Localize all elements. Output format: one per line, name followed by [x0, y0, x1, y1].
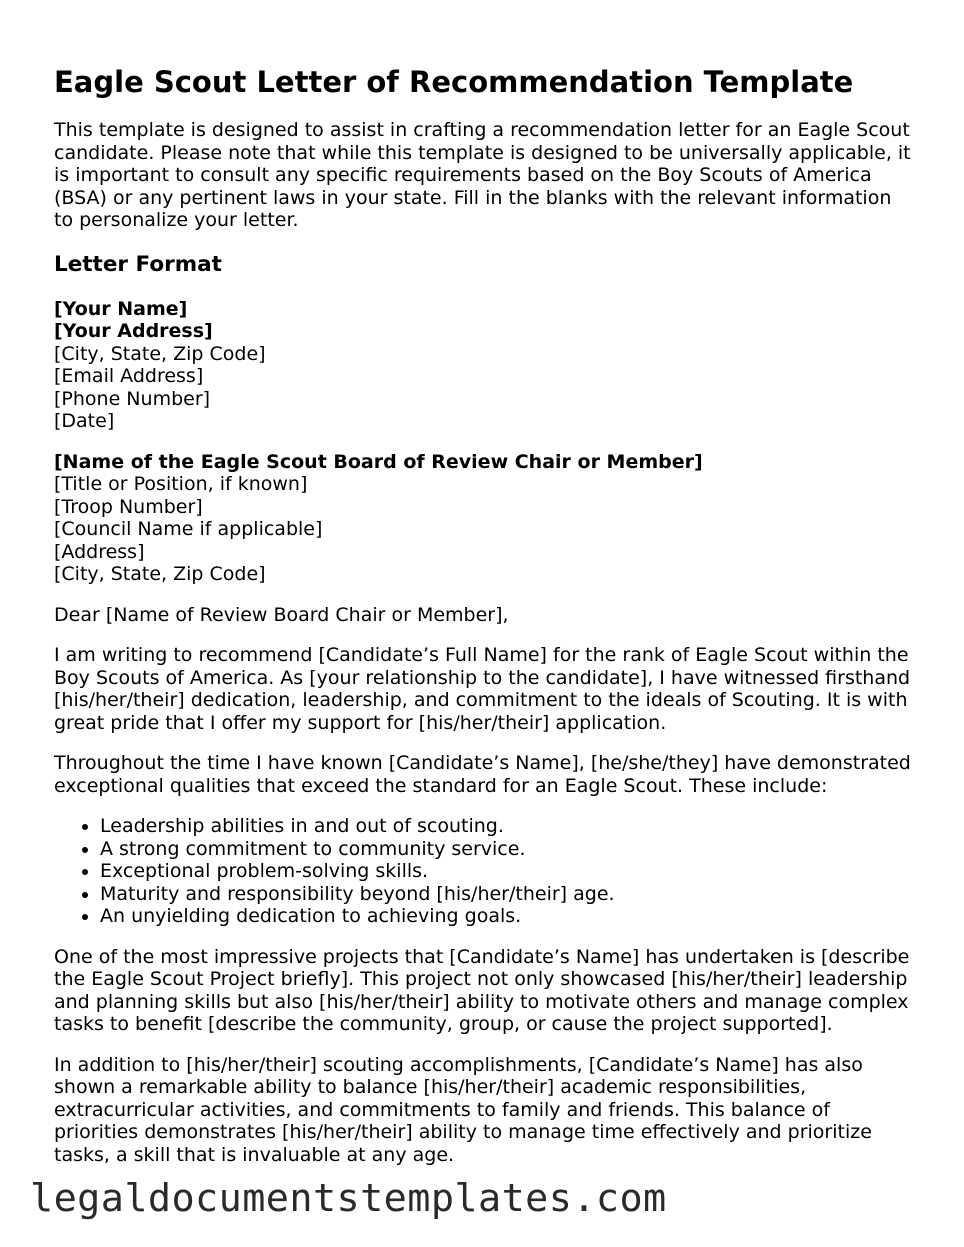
sender-name: [Your Name]	[54, 297, 188, 320]
list-item: • Exceptional problem-solving skills.	[100, 860, 914, 883]
recipient-city: [City, State, Zip Code]	[54, 563, 266, 585]
salutation: Dear [Name of Review Board Chair or Member],	[54, 603, 509, 626]
recipient-block	[54, 451, 914, 586]
intro-paragraph: This template is designed to assist in crafting a recommendation letter for an Eagle Scout candidate. Please note that while this template is designed to be universally applicable, it is important to consult any specific requirements based on the Boy Scouts of America (BSA) or any pertinent laws in your state. Fill in the blanks with the relevant information to personalize your letter.	[54, 119, 911, 231]
recipient-council: [Council Name if applicable]	[54, 518, 323, 540]
body-paragraph-balance: In addition to [his/her/their] scouting accomplishments, [Candidate’s Name] has also shown a remarkable ability to balance [his/her/their] academic responsibilities, extracurricular activities, and commitments to family and friends. This balance of priorities demonstrates [his/her/their] ability to manage time effectively and prioritize tasks, a skill that is invaluable at any age.	[54, 1053, 872, 1166]
list-item: • Maturity and responsibility beyond [his/her/their] age.	[100, 883, 914, 906]
recipient-troop: [Troop Number]	[54, 495, 203, 518]
sender-date: [Date]	[54, 410, 115, 432]
body-paragraph-qualities-intro: Throughout the time I have known [Candidate’s Name], [he/she/they] have demonstrated exceptional qualities that exceed the standard for an Eagle Scout. These include:	[54, 752, 911, 797]
sender-phone: [Phone Number]	[54, 387, 211, 410]
recipient-title: [Title or Position, if known]	[54, 473, 308, 495]
list-item: • A strong commitment to community service.	[100, 838, 914, 861]
qualities-list	[54, 815, 914, 928]
body-paragraph-project: One of the most impressive projects that [Candidate’s Name] has undertaken is [describe the Eagle Scout Project briefly]. This project not only showcased [his/her/their] leadership and planning skills but also [his/her/their] ability to motivate others and manage complex tasks to benefit [describe the community, group, or cause the project supported].	[54, 945, 910, 1035]
list-item: • Leadership abilities in and out of scouting.	[100, 815, 914, 838]
recipient-name: [Name of the Eagle Scout Board of Review Chair or Member]	[54, 450, 703, 473]
page-title: Eagle Scout Letter of Recommendation Template	[54, 65, 854, 99]
sender-city: [City, State, Zip Code]	[54, 342, 266, 365]
body-paragraph-recommend: I am writing to recommend [Candidate’s Full Name] for the rank of Eagle Scout within the Boy Scouts of America. As [your relationship to the candidate], I have witnessed firsthand [his/her/their] dedication, leadership, and commitment to the ideals of Scouting. It is with great pride that I offer my support for [his/her/their] application.	[54, 644, 911, 734]
sender-address: [Your Address]	[54, 320, 213, 342]
sender-email: [Email Address]	[54, 365, 204, 387]
document-page	[54, 62, 914, 1184]
list-item: • An unyielding dedication to achieving goals.	[100, 905, 914, 928]
sender-block	[54, 298, 914, 433]
site-watermark: legaldocumentstemplates.com	[30, 1176, 667, 1221]
recipient-address: [Address]	[54, 540, 145, 563]
section-heading-letter-format: Letter Format	[54, 251, 222, 277]
